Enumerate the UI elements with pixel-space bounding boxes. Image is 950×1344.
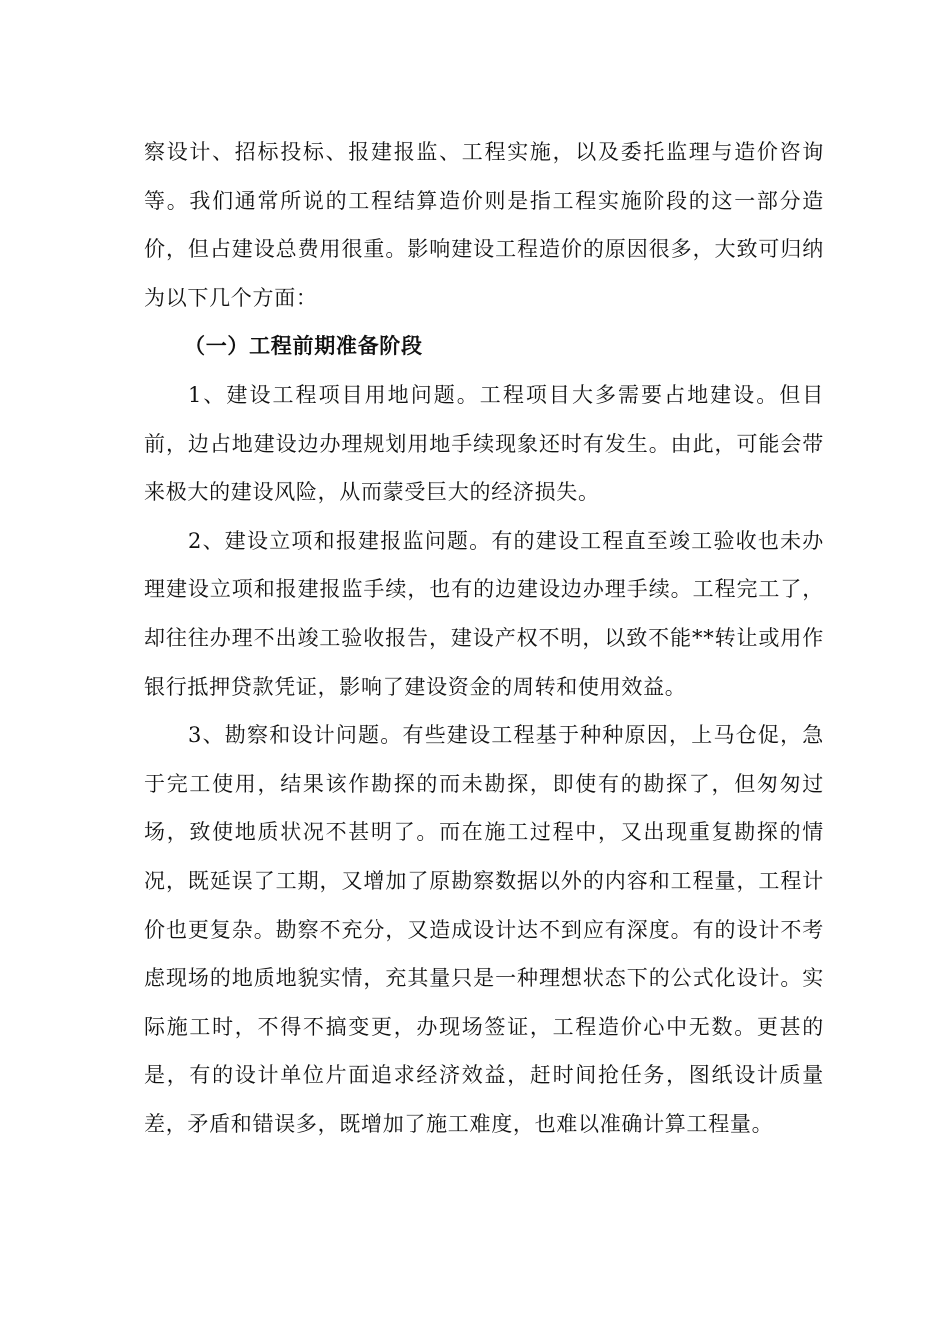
section-heading: （一）工程前期准备阶段 (184, 334, 423, 359)
paragraph-survey-design: 3、勘察和设计问题。有些建设工程基于种种原因，上马仓促，急于完工使用，结果该作勘探的而未勘探，即使有的勘探了，但匆匆过场，致使地质状况不甚明了。而在施工过程中，又出现重复勘探的情况，既延误了工期，又增加了原勘察数据以外的内容和工程量，工程计价也更复杂。勘察不充分，又造成设计达不到应有深度。有的设计不考虑现场的地质地貌实情，充其量只是一种理想状态下的公式化设计。实际施工时，不得不搞变更，办现场签证，工程造价心中无数。更甚的是，有的设计单位片面追求经济效益，赶时间抢任务，图纸设计质量差，矛盾和错误多，既增加了施工难度，也难以准确计算工程量。 (144, 723, 824, 1136)
paragraph-continuation: 察设计、招标投标、报建报监、工程实施，以及委托监理与造价咨询等。我们通常所说的工程结算造价则是指工程实施阶段的这一部分造价，但占建设总费用很重。影响建设工程造价的原因很多，大致可归纳为以下几个方面： (144, 140, 824, 310)
document-body (144, 128, 824, 1148)
paragraph-project-approval: 2、建设立项和报建报监问题。有的建设工程直至竣工验收也未办理建设立项和报建报监手续，也有的边建设边办理手续。工程完工了，却往往办理不出竣工验收报告，建设产权不明，以致不能**转让或用作银行抵押贷款凭证，影响了建设资金的周转和使用效益。 (144, 528, 824, 699)
paragraph-land-use: 1、建设工程项目用地问题。工程项目大多需要占地建设。但目前，边占地建设边办理规划用地手续现象还时有发生。由此，可能会带来极大的建设风险，从而蒙受巨大的经济损失。 (144, 382, 824, 505)
